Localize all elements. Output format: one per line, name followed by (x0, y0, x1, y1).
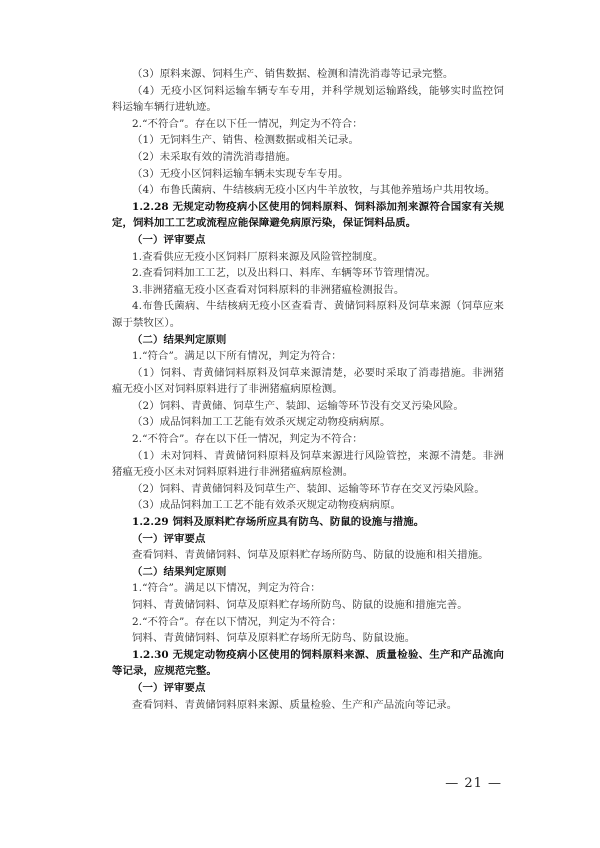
body-paragraph: （2）未采取有效的清洗消毒措施。 (132, 150, 297, 163)
body-paragraph: 2.“不符合”。存在以下任一情况，判定为不符合： (132, 433, 363, 446)
body-paragraph: （3）成品饲料加工工艺能有效杀灭规定动物疫病病原。 (132, 416, 391, 429)
body-paragraph: 2.“不符合”。存在以下任一情况，判定为不符合： (132, 117, 363, 130)
body-paragraph: （1）无饲料生产、销售、检测数据或相关记录。 (132, 134, 360, 147)
body-paragraph: 1.“符合”。满足以下情况，判定为符合： (132, 582, 321, 595)
section-heading: （二）结果判定原则 (132, 565, 227, 578)
body-paragraph: 2.查看饲料加工工艺，以及出料口、料库、车辆等环节管理情况。 (132, 267, 436, 280)
section-heading: 1.2.29 饲料及原料贮存场所应具有防鸟、防鼠的设施与措施。 (132, 516, 425, 529)
section-heading: （一）评审要点 (132, 681, 206, 694)
body-paragraph: （1）饲料、青黄储饲料原料及饲草来源清楚，必要时采取了消毒措施。非洲猪瘟无疫小区对饲料原料进行了非洲猪瘟病原检测。 (112, 366, 504, 396)
body-paragraph: （2）饲料、青黄储、饲草生产、装卸、运输等环节没有交叉污染风险。 (132, 399, 464, 412)
body-paragraph: 饲料、青黄储饲料、饲草及原料贮存场所防鸟、防鼠的设施和措施完善。 (132, 599, 468, 611)
body-paragraph: （3）无疫小区饲料运输车辆未实现专车专用。 (132, 167, 349, 180)
body-paragraph: 3.非洲猪瘟无疫小区查看对饲料原料的非洲猪瘟检测报告。 (132, 283, 405, 296)
body-paragraph: 1.查看供应无疫小区饲料厂原料来源及风险管控制度。 (132, 250, 384, 263)
body-paragraph: （4）布鲁氏菌病、牛结核病无疫小区内牛羊放牧，与其他养殖场户共用牧场。 (132, 184, 496, 197)
body-paragraph: 查看饲料、青黄储饲料原料来源、质量检验、生产和产品流向等记录。 (132, 698, 458, 711)
section-heading: （一）评审要点 (132, 532, 206, 545)
section-heading: （二）结果判定原则 (132, 333, 227, 346)
section-heading: 1.2.30 无规定动物疫病小区使用的饲料原料来源、质量检验、生产和产品流向等记录，应规范完整。 (112, 648, 504, 678)
page-number: — 21 — (445, 776, 502, 791)
body-paragraph: 4.布鲁氏菌病、牛结核病无疫小区查看青、黄储饲料原料及饲草来源（饲草应来源于禁牧区）。 (112, 300, 504, 329)
body-paragraph: 查看饲料、青黄储饲料、饲草及原料贮存场所防鸟、防鼠的设施和相关措施。 (132, 549, 489, 562)
body-paragraph: （3）原料来源、饲料生产、销售数据、检测和清洗消毒等记录完整。 (132, 68, 454, 80)
body-paragraph: 1.“符合”。满足以下所有情况，判定为符合： (132, 350, 342, 363)
section-heading: （一）评审要点 (132, 233, 206, 246)
section-heading: 1.2.28 无规定动物疫病小区使用的饲料原料、饲料添加剂来源符合国家有关规定，饲料加工工艺或流程应能保障避免病原污染，保证饲料品质。 (112, 200, 504, 230)
body-paragraph: （1）未对饲料、青黄储饲料原料及饲草来源进行风险管控，来源不清楚。非洲猪瘟无疫小区未对饲料原料进行非洲猪瘟病原检测。 (112, 449, 504, 479)
body-paragraph: （2）饲料、青黄储饲料及饲草生产、装卸、运输等环节存在交叉污染风险。 (132, 482, 485, 495)
body-paragraph: 饲料、青黄储饲料、饲草及原料贮存场所无防鸟、防鼠设施。 (132, 632, 416, 645)
body-paragraph: （3）成品饲料加工工艺不能有效杀灭规定动物疫病病原。 (132, 499, 401, 512)
body-paragraph: 2.“不符合”。存在以下情况，判定为不符合： (132, 615, 342, 628)
page-body (112, 66, 504, 713)
body-paragraph: （4）无疫小区饲料运输车辆专车专用，并科学规划运输路线，能够实时监控饲料运输车辆行进轨迹。 (112, 84, 504, 114)
